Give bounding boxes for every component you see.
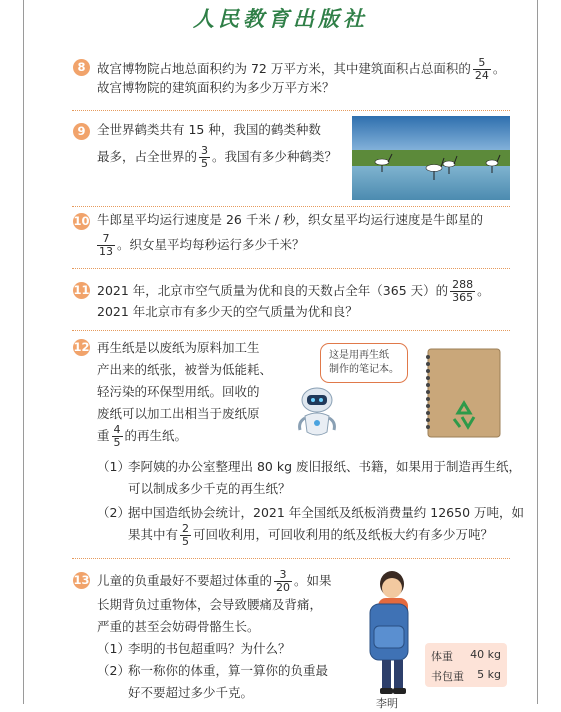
problem-10-line-2: $\frac{7}{13}$ 。织女星平均每秒运行多少千米？: [99, 232, 305, 258]
right-page-border: [537, 0, 538, 704]
divider: [72, 330, 510, 331]
boy-with-backpack-illustration: [356, 568, 426, 696]
info-row-backpack-weight: 书包重 5 kg: [431, 668, 501, 683]
problem-9-line-1: 全世界鹤类共有 15 种，我国的鹤类种数: [97, 122, 321, 137]
problem-12-line-5: 重 $\frac{4}{5}$ 的再生纸。: [97, 423, 188, 449]
problem-11-line-2: 2021 年北京市有多少天的空气质量为优和良？: [97, 304, 358, 319]
problem-13-line-1: 儿童的负重最好不要超过体重的 $\frac{3}{20}$ 。如果: [97, 568, 332, 594]
fraction-288-365: $\frac{288}{365}$: [452, 278, 474, 304]
fraction-4-5: $\frac{4}{5}$: [113, 423, 121, 449]
left-page-border: [23, 0, 24, 704]
fraction-7-13: $\frac{7}{13}$: [99, 232, 113, 258]
problem-12-q1-label: （1）: [97, 459, 130, 474]
problem-number-13: 13: [73, 573, 90, 587]
fraction-3-5: $\frac{3}{5}$: [201, 144, 209, 170]
cranes-photo: [352, 116, 510, 200]
problem-13-q1-label: （1）: [97, 641, 130, 656]
problem-12-q2-line-1: 据中国造纸协会统计，2021 年全国纸及纸板消费量约 12650 万吨，如: [128, 505, 524, 520]
problem-number-8: 8: [73, 59, 90, 76]
problem-13-q1: 李明的书包超重吗？为什么？: [128, 641, 291, 656]
problem-12-line-3: 轻污染的环保型用纸。回收的: [97, 384, 260, 399]
robot-illustration: [292, 386, 342, 440]
problem-12-q1-line-1: 李阿姨的办公室整理出 80 kg 废旧报纸、书籍，如果用于制造再生纸，: [128, 459, 522, 474]
problem-8-line-1: 故宫博物院占地总面积约为 72 万平方米，其中建筑面积占总面积的 $\frac{5}{24}$ 。: [97, 56, 506, 82]
problem-12-q2-label: （2）: [97, 505, 130, 520]
problem-13-q2-line-1: 称一称你的体重，算一算你的负重最: [128, 663, 329, 678]
speech-bubble: 这是用再生纸 制作的笔记本。: [320, 343, 408, 383]
fraction-2-5: $\frac{2}{5}$: [182, 522, 190, 548]
problem-13-q2-line-2: 好不要超过多少千克。: [128, 685, 254, 700]
divider: [72, 206, 510, 207]
problem-12-line-2: 产出来的纸张，被誉为低能耗、: [97, 362, 273, 377]
divider: [72, 558, 510, 559]
divider: [72, 110, 510, 111]
problem-12-line-1: 再生纸是以废纸为原料加工生: [97, 340, 260, 355]
problem-10-line-1: 牛郎星平均运行速度是 26 千米 / 秒，织女星平均运行速度是牛郎星的: [97, 212, 484, 227]
problem-11-line-1: 2021 年，北京市空气质量为优和良的天数占全年（365 天）的 $\frac{288}{365}$ 。: [97, 278, 490, 304]
problem-8-text-1: 故宫博物院占地总面积约为 72 万平方米，其中建筑面积占总面积的: [97, 61, 471, 76]
problem-13-line-3: 严重的甚至会妨碍骨骼生长。: [97, 619, 260, 634]
info-row-body-weight: 体重 40 kg: [431, 648, 501, 663]
problem-number-9: 9: [73, 123, 90, 140]
problem-13-q2-label: （2）: [97, 663, 130, 678]
problem-12-q1-line-2: 可以制成多少千克的再生纸？: [128, 481, 291, 496]
weight-info-box: [425, 643, 507, 687]
problem-number-10: 10: [73, 214, 90, 228]
divider: [72, 268, 510, 269]
fraction-5-24: $\frac{5}{24}$: [474, 56, 489, 82]
publisher-header: 人民教育出版社: [193, 6, 368, 31]
notebook-illustration: [424, 347, 502, 439]
problem-8-line-2: 故宫博物院的建筑面积约为多少万平方米？: [97, 80, 335, 95]
problem-13-line-2: 长期背负过重物体，会导致腰痛及背痛，: [97, 597, 323, 612]
problem-9-line-2: 最多，占全世界的 $\frac{3}{5}$ 。我国有多少种鹤类？: [97, 144, 338, 170]
problem-12-q2-line-2: 果其中有 $\frac{2}{5}$ 可回收利用，可回收利用的纸及纸板大约有多少万吨？: [128, 522, 494, 548]
problem-number-12: 12: [73, 340, 90, 354]
problem-number-11: 11: [73, 283, 90, 297]
boy-caption: 李明: [376, 697, 398, 710]
problem-12-line-4: 废纸可以加工出相当于废纸原: [97, 406, 260, 421]
fraction-3-20: $\frac{3}{20}$: [276, 568, 291, 594]
